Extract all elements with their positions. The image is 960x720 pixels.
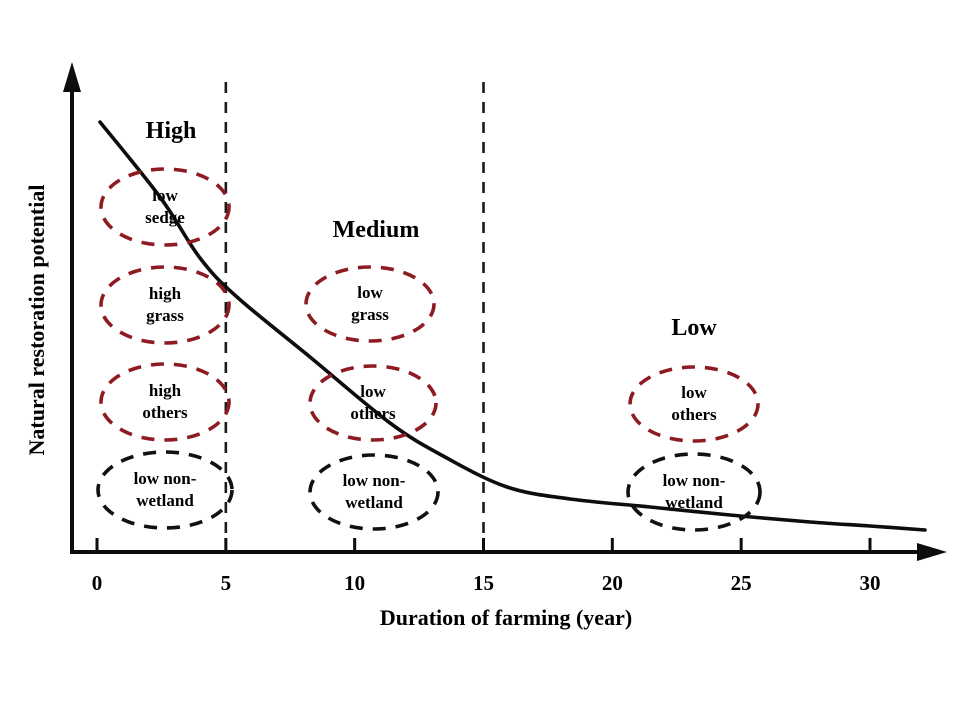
x-tick-label: 5 — [220, 571, 232, 595]
x-tick-label: 25 — [730, 571, 752, 595]
x-tick-label: 20 — [601, 571, 623, 595]
habitat-ellipse-label: low others — [350, 382, 396, 423]
y-axis-title: Natural restoration potential — [24, 184, 49, 456]
habitat-ellipse-label: high grass — [146, 284, 184, 325]
decay-curve — [100, 122, 925, 530]
x-axis-title: Duration of farming (year) — [379, 605, 633, 630]
habitat-ellipse-label: low grass — [351, 283, 389, 324]
x-tick-label: 10 — [344, 571, 366, 595]
zone-label: Low — [671, 315, 717, 341]
habitat-ellipse-label: low non-wetland — [342, 471, 406, 512]
habitat-ellipse — [628, 454, 760, 530]
habitat-ellipse-label: low others — [671, 383, 717, 424]
habitat-ellipse-label: high others — [142, 381, 188, 422]
zone-label: High — [145, 118, 197, 144]
habitat-ellipse — [310, 455, 438, 529]
habitat-ellipse — [310, 366, 436, 440]
x-tick-label: 15 — [473, 571, 494, 595]
zone-label: Medium — [332, 217, 420, 243]
habitat-ellipse-label: low non-wetland — [662, 471, 726, 512]
habitat-ellipse — [98, 452, 232, 528]
habitat-ellipse-label: low sedge — [145, 186, 185, 227]
habitat-ellipse-label: low non-wetland — [133, 469, 197, 510]
habitat-ellipse — [101, 364, 229, 440]
habitat-ellipse — [306, 267, 434, 341]
habitat-ellipse — [101, 267, 229, 343]
x-axis-arrow — [917, 543, 947, 561]
habitat-ellipse — [630, 367, 758, 441]
x-tick-label: 30 — [859, 571, 881, 595]
x-tick-label: 0 — [91, 571, 103, 595]
y-axis-arrow — [63, 62, 81, 92]
